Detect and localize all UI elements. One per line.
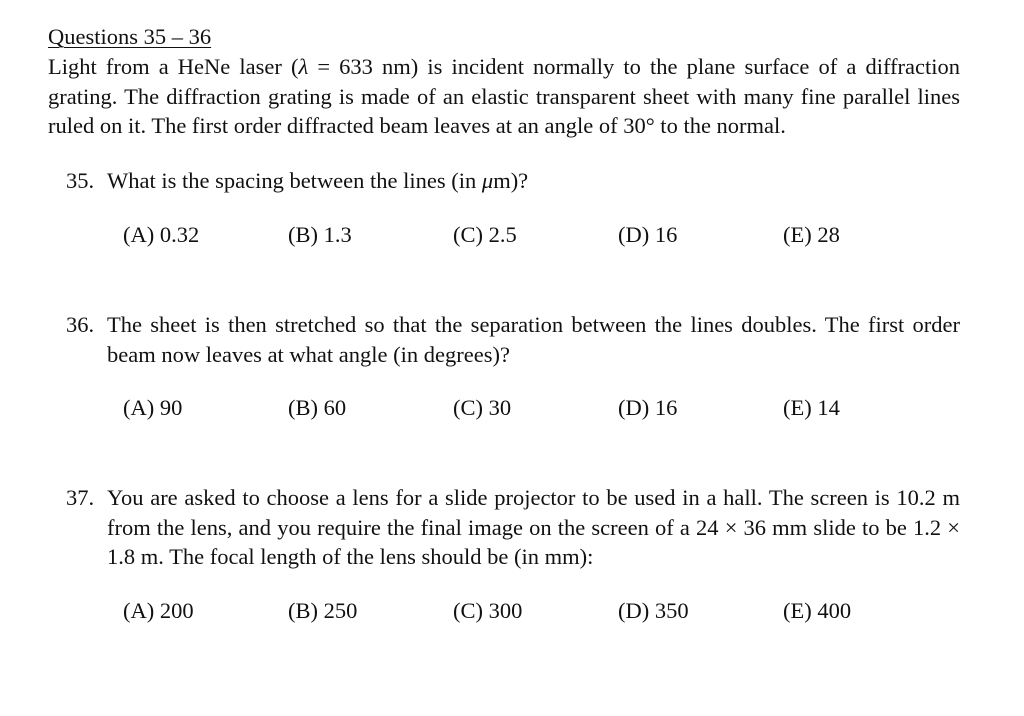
choice-37-a[interactable]: (A) 200 bbox=[123, 598, 194, 623]
mu-symbol: μ bbox=[481, 168, 494, 193]
intro-text-start: Light from a HeNe laser ( bbox=[48, 54, 299, 79]
intro-text-end: = 633 nm) is incident normally to the plane surface of a diffraction grating. The diffraction grating is made of an elastic transparent sheet with many fine parallel lines ruled on it. The first order diffracted beam leaves at an angle of 30° to the normal. bbox=[48, 54, 961, 138]
question-text: You are asked to choose a lens for a slide projector to be used in a hall. The screen is 10.2 m from the lens, and you require the final image on the screen of a 24 × 36 mm slide to be 1.2 × 1.8 m. The focal length of the lens should be (in mm): bbox=[107, 485, 960, 569]
choice-36-a[interactable]: (A) 90 bbox=[123, 395, 183, 420]
section-heading: Questions 35 – 36 bbox=[48, 24, 212, 49]
choices-35 bbox=[0, 220, 1024, 250]
question-text-start: What is the spacing between the lines (in bbox=[107, 168, 482, 193]
choices-37 bbox=[0, 596, 1024, 626]
question-text bbox=[107, 166, 960, 196]
choice-37-e[interactable]: (E) 400 bbox=[783, 598, 852, 623]
choices-36 bbox=[0, 393, 1024, 423]
choice-36-b[interactable]: (B) 60 bbox=[288, 395, 347, 420]
choice-37-d[interactable]: (D) 350 bbox=[618, 598, 689, 623]
choice-35-e[interactable]: (E) 28 bbox=[783, 222, 840, 247]
question-35 bbox=[66, 166, 960, 196]
choice-35-d[interactable]: (D) 16 bbox=[618, 222, 678, 247]
intro-paragraph bbox=[48, 52, 960, 141]
lambda-symbol: λ bbox=[298, 54, 309, 79]
question-number: 36. bbox=[66, 312, 95, 337]
choice-36-d[interactable]: (D) 16 bbox=[618, 395, 678, 420]
choice-35-b[interactable]: (B) 1.3 bbox=[288, 222, 352, 247]
question-37 bbox=[66, 483, 960, 572]
choice-37-b[interactable]: (B) 250 bbox=[288, 598, 358, 623]
choice-35-a[interactable]: (A) 0.32 bbox=[123, 222, 200, 247]
question-36 bbox=[66, 310, 960, 369]
question-text: The sheet is then stretched so that the separation between the lines doubles. The first order beam now leaves at what angle (in degrees)? bbox=[107, 312, 960, 367]
choice-35-c[interactable]: (C) 2.5 bbox=[453, 222, 517, 247]
choice-36-c[interactable]: (C) 30 bbox=[453, 395, 512, 420]
choice-36-e[interactable]: (E) 14 bbox=[783, 395, 840, 420]
question-number: 37. bbox=[66, 485, 95, 510]
choice-37-c[interactable]: (C) 300 bbox=[453, 598, 523, 623]
question-text-end: m)? bbox=[493, 168, 529, 193]
question-number: 35. bbox=[66, 168, 95, 193]
